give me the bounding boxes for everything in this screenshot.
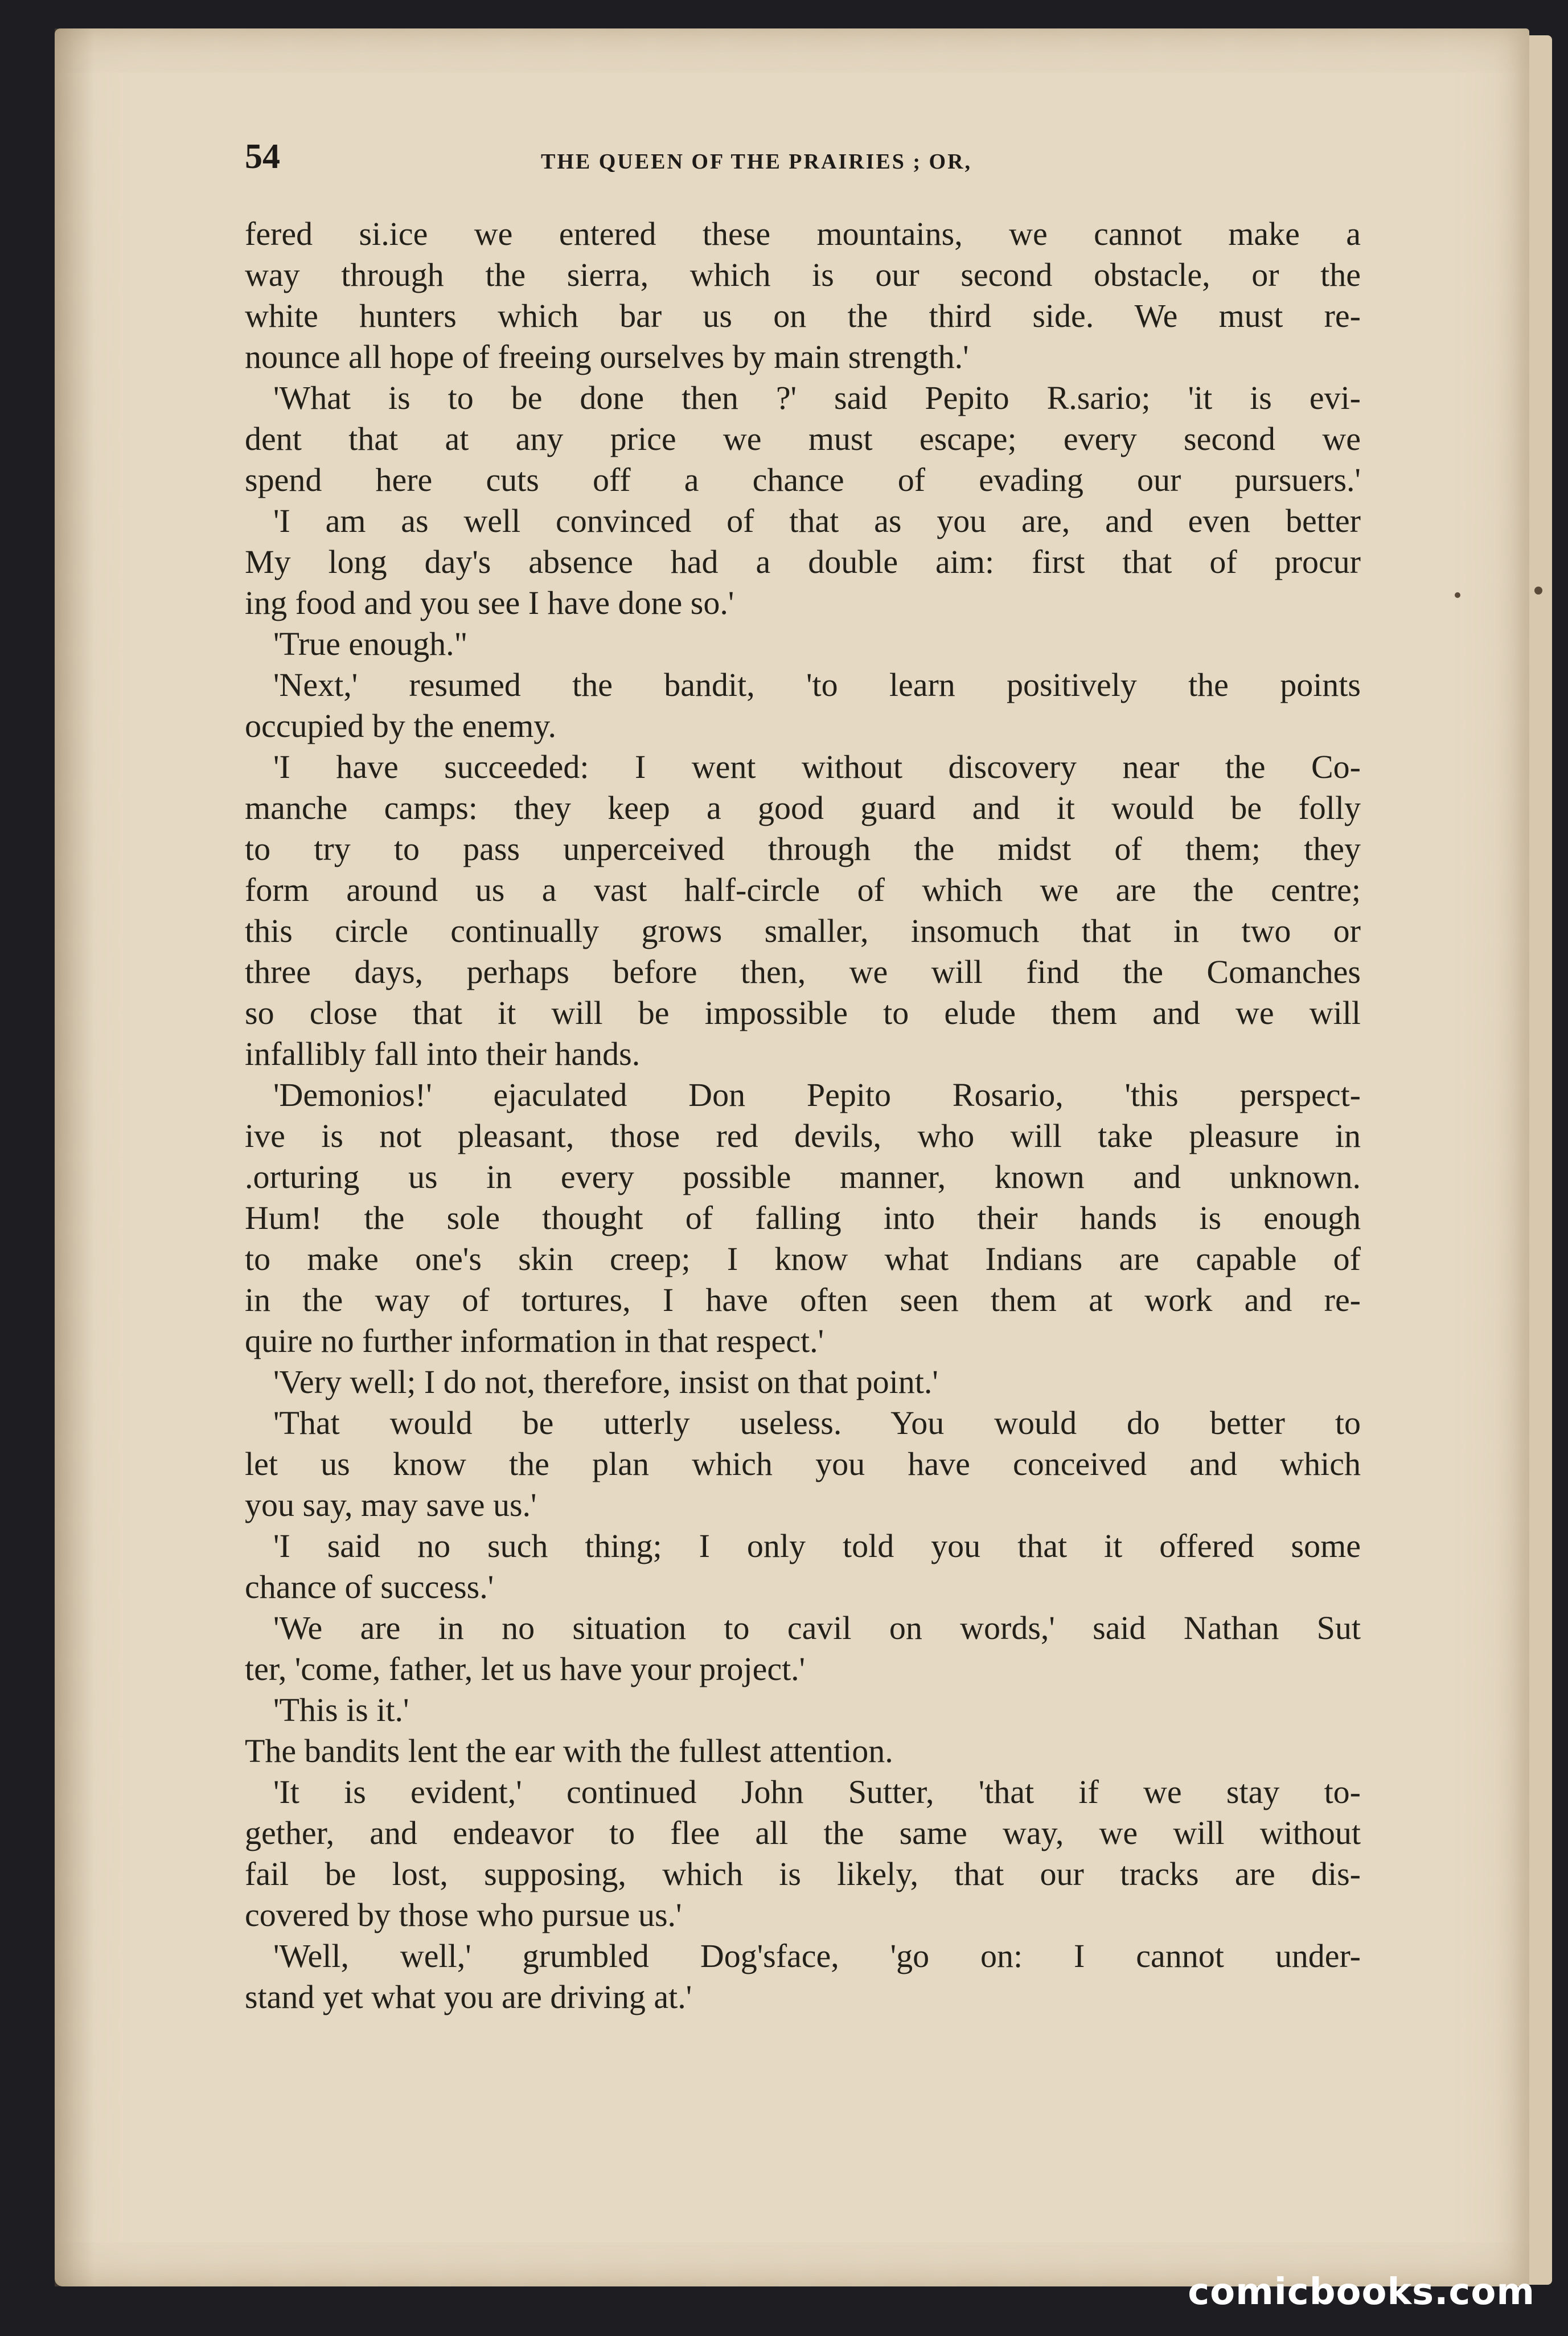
text-line: 'True enough." (273, 625, 468, 662)
text-line: way through the sierra, which is our second obstacle, or the (245, 256, 1361, 293)
text-line: The bandits lent the ear with the fullest attention. (245, 1732, 893, 1769)
text-line: occupied by the enemy. (245, 707, 557, 744)
text-line: 'I said no such thing; I only told you that it offered some (273, 1527, 1361, 1564)
text-line: three days, perhaps before then, we will find the Comanches (245, 953, 1361, 990)
text-line: fered si.ice we entered these mountains, we cannot make a (245, 215, 1361, 252)
text-line: My long day's absence had a double aim: first that of procur (245, 543, 1361, 580)
text-line: this circle continually grows smaller, insomuch that in two or (245, 912, 1361, 949)
text-line: nounce all hope of freeing ourselves by main strength.' (245, 338, 969, 375)
text-line: chance of success.' (245, 1568, 494, 1605)
page-number: 54 (245, 137, 280, 176)
body-text (245, 214, 1361, 2018)
text-line: form around us a vast half-circle of which we are the centre; (245, 871, 1361, 908)
text-line: .orturing us in every possible manner, known and unknown. (245, 1158, 1361, 1195)
running-title: THE QUEEN OF THE PRAIRIES ; OR, (541, 150, 972, 174)
text-line: 'I am as well convinced of that as you are, and even better (273, 502, 1361, 539)
text-line: 'Next,' resumed the bandit, 'to learn positively the points (273, 666, 1361, 703)
text-line: ing food and you see I have done so.' (245, 584, 734, 621)
site-watermark: comicbooks.com (1188, 2271, 1535, 2313)
text-line: ive is not pleasant, those red devils, who will take pleasure in (245, 1117, 1361, 1154)
text-line: white hunters which bar us on the third side. We must re- (245, 297, 1361, 334)
text-line: quire no further information in that respect.' (245, 1322, 824, 1359)
text-line: dent that at any price we must escape; every second we (245, 420, 1361, 457)
text-line: fail be lost, supposing, which is likely, that our tracks are dis- (245, 1855, 1361, 1892)
text-line: in the way of tortures, I have often seen them at work and re- (245, 1281, 1361, 1318)
paper-speck (1534, 587, 1542, 595)
text-line: manche camps: they keep a good guard and it would be folly (245, 789, 1361, 826)
text-line: 'Very well; I do not, therefore, insist on that point.' (273, 1363, 938, 1400)
text-line: covered by those who pursue us.' (245, 1896, 682, 1933)
text-line: spend here cuts off a chance of evading our pursuers.' (245, 461, 1361, 498)
text-line: infallibly fall into their hands. (245, 1035, 641, 1072)
text-line: 'What is to be done then ?' said Pepito R.sario; 'it is evi- (273, 379, 1361, 416)
text-line: 'That would be utterly useless. You would do better to (273, 1404, 1361, 1441)
text-line: 'Demonios!' ejaculated Don Pepito Rosario, 'this perspect- (273, 1076, 1361, 1113)
text-line: to make one's skin creep; I know what Indians are capable of (245, 1240, 1361, 1277)
running-head (245, 137, 1372, 199)
text-line: you say, may save us.' (245, 1486, 537, 1523)
text-line: 'This is it.' (273, 1691, 409, 1728)
text-line: to try to pass unperceived through the midst of them; they (245, 830, 1361, 867)
text-line: gether, and endeavor to flee all the same way, we will without (245, 1814, 1361, 1851)
text-line: 'Well, well,' grumbled Dog'sface, 'go on: I cannot under- (273, 1937, 1361, 1974)
text-line: 'It is evident,' continued John Sutter, 'that if we stay to- (273, 1773, 1361, 1810)
text-line: 'I have succeeded: I went without discovery near the Co- (273, 748, 1361, 785)
text-line: let us know the plan which you have conceived and which (245, 1445, 1361, 1482)
text-line: ter, 'come, father, let us have your project.' (245, 1650, 806, 1687)
paper-speck (1455, 592, 1460, 598)
text-line: stand yet what you are driving at.' (245, 1978, 692, 2015)
text-line: so close that it will be impossible to elude them and we will (245, 994, 1361, 1031)
text-line: 'We are in no situation to cavil on words,' said Nathan Sut (273, 1609, 1361, 1646)
binding-shadow (55, 28, 95, 2286)
text-line: Hum! the sole thought of falling into their hands is enough (245, 1199, 1361, 1236)
